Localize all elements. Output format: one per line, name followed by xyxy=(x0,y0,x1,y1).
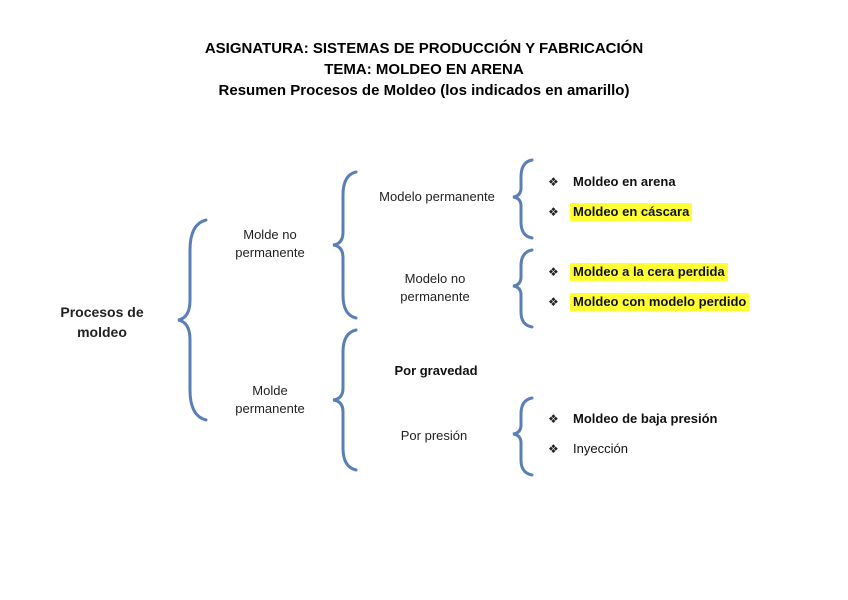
node-modelo-no-permanente-line2: permanente xyxy=(400,289,470,304)
brace-modelo-permanente xyxy=(513,160,532,238)
diamond-bullet-icon: ❖ xyxy=(548,265,559,279)
node-por-presion xyxy=(376,427,492,445)
leaf-inyeccion xyxy=(548,440,631,458)
leaf-moldeo-con-modelo-perdido xyxy=(548,293,749,311)
diamond-bullet-icon: ❖ xyxy=(548,295,559,309)
summary-title: Resumen Procesos de Moldeo (los indicados en amarillo) xyxy=(218,82,630,99)
node-root-line2: moldeo xyxy=(77,324,127,340)
node-modelo-no-permanente-line1: Modelo no xyxy=(404,271,466,286)
node-molde-permanente-line1: Molde xyxy=(252,383,288,398)
leaf-moldeo-a-la-cera-perdida xyxy=(548,263,728,281)
node-molde-permanente xyxy=(222,382,318,418)
node-procesos-de-moldeo xyxy=(52,302,152,342)
leaf-moldeo-en-arena xyxy=(548,173,679,191)
brace-por-presion xyxy=(513,398,532,475)
diamond-bullet-icon: ❖ xyxy=(548,175,559,189)
leaf-text: Inyección xyxy=(573,441,628,456)
node-molde-no-permanente-line1: Molde no xyxy=(243,227,297,242)
leaf-moldeo-de-baja-presion xyxy=(548,410,720,428)
node-por-gravedad-label: Por gravedad xyxy=(394,363,478,378)
brace-modelo-no-permanente xyxy=(513,250,532,327)
node-por-presion-label: Por presión xyxy=(400,428,468,443)
diamond-bullet-icon: ❖ xyxy=(548,442,559,456)
leaf-text-highlighted: Moldeo en cáscara xyxy=(570,203,692,221)
leaf-text-highlighted: Moldeo con modelo perdido xyxy=(570,293,749,311)
leaf-text: Moldeo de baja presión xyxy=(573,411,718,426)
node-molde-no-permanente-line2: permanente xyxy=(235,245,305,260)
node-molde-no-permanente xyxy=(222,226,318,262)
diamond-bullet-icon: ❖ xyxy=(548,412,559,426)
topic-title: TEMA: MOLDEO EN ARENA xyxy=(324,61,524,78)
brace-molde-permanente xyxy=(333,330,356,470)
diamond-bullet-icon: ❖ xyxy=(548,205,559,219)
leaf-moldeo-en-cascara xyxy=(548,203,692,221)
node-molde-permanente-line2: permanente xyxy=(235,401,305,416)
node-modelo-no-permanente xyxy=(372,270,498,306)
leaf-text-highlighted: Moldeo a la cera perdida xyxy=(570,263,728,281)
node-por-gravedad xyxy=(376,362,496,380)
node-root-line1: Procesos de xyxy=(60,304,144,320)
node-modelo-permanente-label: Modelo permanente xyxy=(379,189,495,204)
node-modelo-permanente xyxy=(362,188,512,206)
leaf-text: Moldeo en arena xyxy=(573,174,676,189)
subject-title: ASIGNATURA: SISTEMAS DE PRODUCCIÓN Y FABRICACIÓN xyxy=(204,40,644,57)
brace-root xyxy=(178,220,206,420)
brace-molde-no-permanente xyxy=(333,172,356,318)
